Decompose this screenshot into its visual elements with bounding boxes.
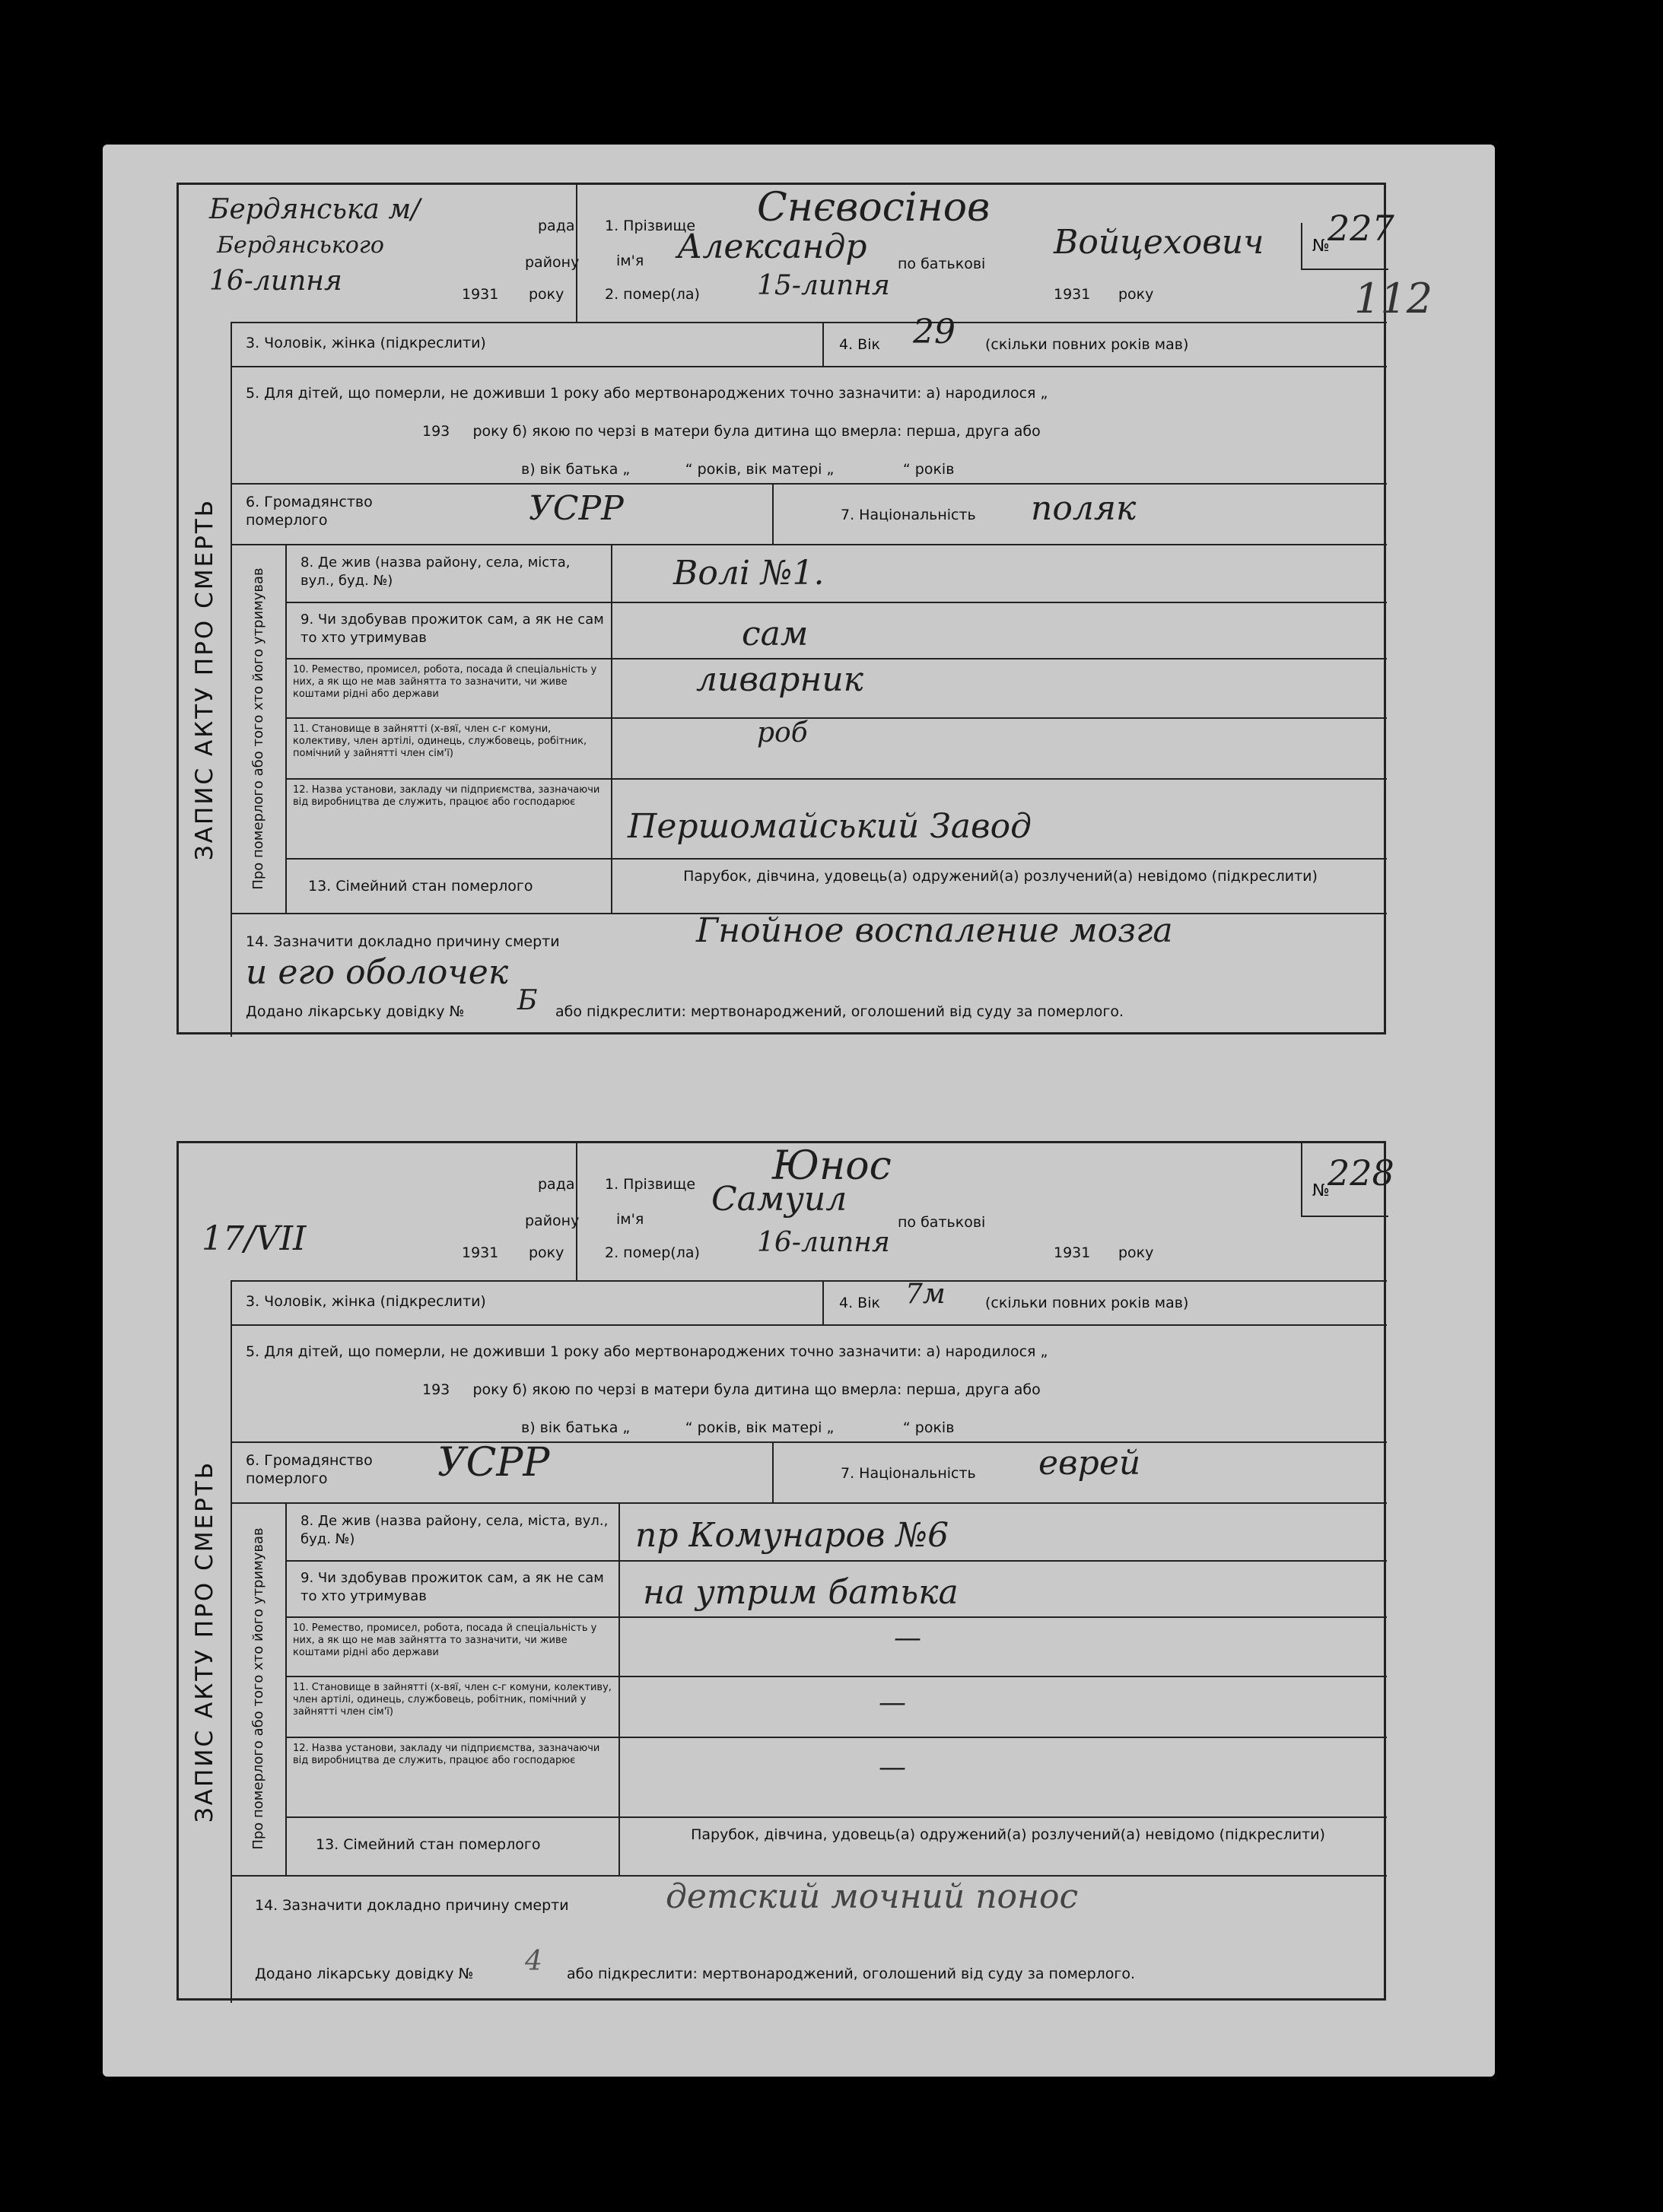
death-date: 15-липня — [757, 270, 890, 301]
name-label: ім'я — [616, 1211, 644, 1228]
punch-hole — [90, 1902, 100, 1912]
roku-label: року — [529, 1244, 564, 1261]
name-value: Александр — [677, 227, 867, 266]
number-label: № — [1312, 237, 1330, 256]
children-line-2: 193 року б) якою по черзі в матери була дитина що вмерла: перша, друга або — [422, 1381, 1041, 1398]
sub-side-box — [231, 1502, 287, 1875]
surname-value: Снєвосінов — [757, 185, 990, 230]
cause-value-2: и его оболочек — [246, 953, 509, 992]
row-line — [231, 1875, 1387, 1877]
year-suffix: 1 — [489, 1244, 499, 1261]
rada-value: Бердянська м/ — [209, 194, 421, 225]
cit-nat-divider — [772, 1441, 774, 1502]
citizenship-value: УСРР — [529, 489, 624, 528]
cause-value-1: Гнойное воспаление мозга — [696, 911, 1173, 950]
sub-side-box — [231, 544, 287, 913]
workplace-label: 12. Назва установи, закладу чи підприємства, зазначаючи від виробництва де служить, працює або господарює — [293, 784, 600, 808]
children-line-3: в) вік батька „ “ років, вік матері „ “ років — [521, 1419, 955, 1436]
death-year — [1054, 1244, 1090, 1262]
patronymic-label: по батькові — [898, 256, 986, 272]
certificate-label: Додано лікарську довідку № — [246, 1003, 465, 1020]
occupation-value: ливарник — [696, 660, 863, 699]
age-note: (скільки повних років мав) — [985, 336, 1189, 353]
certificate-rest: або підкреслити: мертвонароджений, оголошений від суду за померлого. — [567, 1966, 1136, 1982]
age-label: 4. Вік — [839, 336, 880, 353]
number-box-bottom — [1301, 269, 1388, 270]
header-divider — [576, 185, 577, 322]
year-prefix: 193 — [1054, 286, 1082, 303]
livelihood-label: 9. Чи здобував прожиток сам, а як не сам то хто утримував — [300, 612, 604, 646]
row-line — [231, 1441, 1387, 1443]
sub-side-title: Про померлого або того хто його утримував — [250, 567, 266, 890]
row-line — [231, 322, 1387, 323]
label-col-divider — [618, 1502, 620, 1875]
certificate-number: Б — [517, 985, 538, 1016]
punch-hole — [90, 745, 100, 756]
livelihood-value: сам — [742, 615, 809, 653]
record-side-title — [179, 322, 231, 1037]
citizenship-label: 6. Громадянство померлого — [246, 1452, 373, 1487]
row-line — [285, 1816, 1387, 1818]
died-label: 2. помер(ла) — [605, 286, 700, 303]
age-value: 29 — [913, 313, 956, 351]
marital-options: Парубок, дівчина, удовець(а) одружений(а) розлучений(а) невідомо (підкреслити) — [691, 1826, 1325, 1843]
row-line — [231, 1324, 1387, 1326]
children-line-1: 5. Для дітей, що померли, не доживши 1 року або мертвонароджених точно зазначити: а) народилося „ — [246, 385, 1048, 402]
row-line — [231, 366, 1387, 367]
registration-date: 16-липня — [209, 265, 342, 297]
row-line — [285, 602, 1387, 603]
registration-date: 17/VII — [202, 1219, 307, 1258]
occupation-label: 10. Ремество, промисел, робота, посада й спеціальність у них, а як що не мав зайнятта то зазначити, чи живе коштами рідні або держави — [293, 664, 597, 700]
registration-year — [462, 1244, 498, 1262]
raion-label: району — [525, 254, 580, 271]
name-label: ім'я — [616, 253, 644, 269]
row-line — [231, 544, 1387, 545]
certificate-number: 4 — [525, 1946, 542, 1977]
roku-label: року — [1118, 286, 1154, 303]
marital-options: Парубок, дівчина, удовець(а) одружений(а) розлучений(а) невідомо (підкреслити) — [683, 868, 1318, 885]
sex-age-divider — [822, 1280, 824, 1324]
row-line — [231, 1502, 1387, 1504]
residence-value: Волі №1. — [673, 554, 825, 593]
year-prefix: 193 — [1054, 1244, 1082, 1261]
marital-label: 13. Сімейний стан померлого — [316, 1836, 541, 1853]
nationality-label: 7. Національність — [841, 507, 976, 523]
status-value: — — [879, 1687, 906, 1718]
status-label: 11. Становище в зайнятті (х-вяї, член с-г комуни, колективу, член артілі, одинець, службовець, робітник, помічний у зайнятті член сім'ї) — [293, 723, 587, 759]
nationality-value: еврей — [1038, 1444, 1141, 1483]
patronymic-value: Войцехович — [1054, 223, 1264, 262]
name-value: Самуил — [711, 1180, 847, 1219]
marital-label: 13. Сімейний стан померлого — [308, 878, 533, 895]
death-date: 16-липня — [757, 1227, 890, 1258]
year-suffix: 1 — [489, 286, 499, 303]
livelihood-value: на утрим батька — [643, 1573, 959, 1612]
nationality-label: 7. Національність — [841, 1465, 976, 1482]
row-line — [285, 717, 1387, 719]
side-title-text: ЗАПИС АКТУ ПРО СМЕРТЬ — [191, 497, 218, 861]
rada-label: рада — [538, 1176, 575, 1193]
row-line — [285, 778, 1387, 780]
side-number: 112 — [1354, 275, 1433, 323]
cause-label: 14. Зазначити докладно причину смерти — [255, 1897, 569, 1914]
row-line — [285, 1737, 1387, 1738]
surname-value: Юнос — [772, 1143, 892, 1189]
punch-hole — [90, 700, 100, 710]
row-line — [285, 1616, 1387, 1618]
rada-label: рада — [538, 218, 575, 234]
age-label: 4. Вік — [839, 1295, 880, 1311]
number-divider — [1301, 223, 1302, 269]
died-label: 2. помер(ла) — [605, 1244, 700, 1261]
workplace-value: — — [879, 1752, 906, 1783]
occupation-value: — — [894, 1622, 921, 1654]
children-line-3: в) вік батька „ “ років, вік матері „ “ років — [521, 461, 955, 478]
sub-side-title: Про померлого або того хто його утримував — [250, 1527, 266, 1850]
year-prefix: 193 — [462, 286, 490, 303]
certificate-label: Додано лікарську довідку № — [255, 1966, 474, 1982]
year-suffix: 1 — [1081, 1244, 1091, 1261]
age-note: (скільки повних років мав) — [985, 1295, 1189, 1311]
roku-label: року — [529, 286, 564, 303]
sex-age-divider — [822, 322, 824, 366]
death-record-228 — [176, 1141, 1394, 2001]
children-line-1: 5. Для дітей, що померли, не доживши 1 року або мертвонароджених точно зазначити: а) народилося „ — [246, 1343, 1048, 1360]
row-line — [285, 1560, 1387, 1562]
cit-nat-divider — [772, 483, 774, 544]
record-number: 228 — [1328, 1152, 1394, 1193]
row-line — [231, 483, 1387, 485]
roku-label: року — [1118, 1244, 1154, 1261]
number-label: № — [1312, 1181, 1330, 1200]
citizenship-value: УСРР — [437, 1440, 550, 1486]
death-record-227 — [176, 183, 1433, 1034]
row-line — [285, 658, 1387, 659]
year-prefix: 193 — [462, 1244, 490, 1261]
number-box-bottom — [1301, 1216, 1388, 1217]
residence-label: 8. Де жив (назва району, села, міста, вул., буд. №) — [300, 1513, 609, 1547]
side-title-text: ЗАПИС АКТУ ПРО СМЕРТЬ — [191, 1460, 218, 1823]
status-value: роб — [757, 717, 808, 748]
death-year — [1054, 285, 1090, 304]
age-value: 7м — [905, 1279, 946, 1310]
children-line-2: 193 року б) якою по черзі в матери була дитина що вмерла: перша, друга або — [422, 423, 1041, 440]
workplace-label: 12. Назва установи, закладу чи підприємства, зазначаючи від виробництва де служить, працює або господарює — [293, 1743, 600, 1766]
cause-value-1: детский мочний понос — [666, 1877, 1079, 1916]
status-label: 11. Становище в зайнятті (х-вяї, член с-г комуни, колективу, член артілі, одинець, службовець, робітник, помічний у зайнятті член сім'ї) — [293, 1682, 612, 1718]
record-side-title — [179, 1280, 231, 2003]
sex-label: 3. Чоловік, жінка (підкреслити) — [246, 1293, 486, 1310]
residence-value: пр Комунаров №6 — [635, 1516, 949, 1555]
livelihood-label: 9. Чи здобував прожиток сам, а як не сам то хто утримував — [300, 1570, 604, 1604]
raion-label: району — [525, 1212, 580, 1229]
punch-hole — [90, 1263, 100, 1273]
header-divider — [576, 1143, 577, 1280]
row-line — [231, 1280, 1387, 1282]
citizenship-label: 6. Громадянство померлого — [246, 494, 373, 529]
raion-value: Бердянського — [217, 232, 384, 259]
residence-label: 8. Де жив (назва району, села, міста, вул., буд. №) — [300, 555, 571, 589]
sex-label: 3. Чоловік, жінка (підкреслити) — [246, 335, 486, 351]
row-line — [285, 858, 1387, 860]
record-number: 227 — [1328, 208, 1394, 249]
surname-label: 1. Прізвище — [605, 218, 696, 234]
patronymic-label: по батькові — [898, 1214, 986, 1231]
occupation-label: 10. Ремество, промисел, робота, посада й спеціальність у них, а як що не мав зайнятта то зазначити, чи живе коштами рідні або держави — [293, 1622, 597, 1658]
surname-label: 1. Прізвище — [605, 1176, 696, 1193]
number-divider — [1301, 1143, 1302, 1216]
nationality-value: поляк — [1031, 489, 1137, 528]
year-suffix: 1 — [1081, 286, 1091, 303]
row-line — [285, 1676, 1387, 1677]
workplace-value: Першомайський Завод — [628, 807, 1032, 846]
cause-label: 14. Зазначити докладно причину смерти — [246, 933, 560, 950]
registration-year — [462, 285, 498, 304]
certificate-rest: або підкреслити: мертвонароджений, оголошений від суду за померлого. — [555, 1003, 1124, 1020]
